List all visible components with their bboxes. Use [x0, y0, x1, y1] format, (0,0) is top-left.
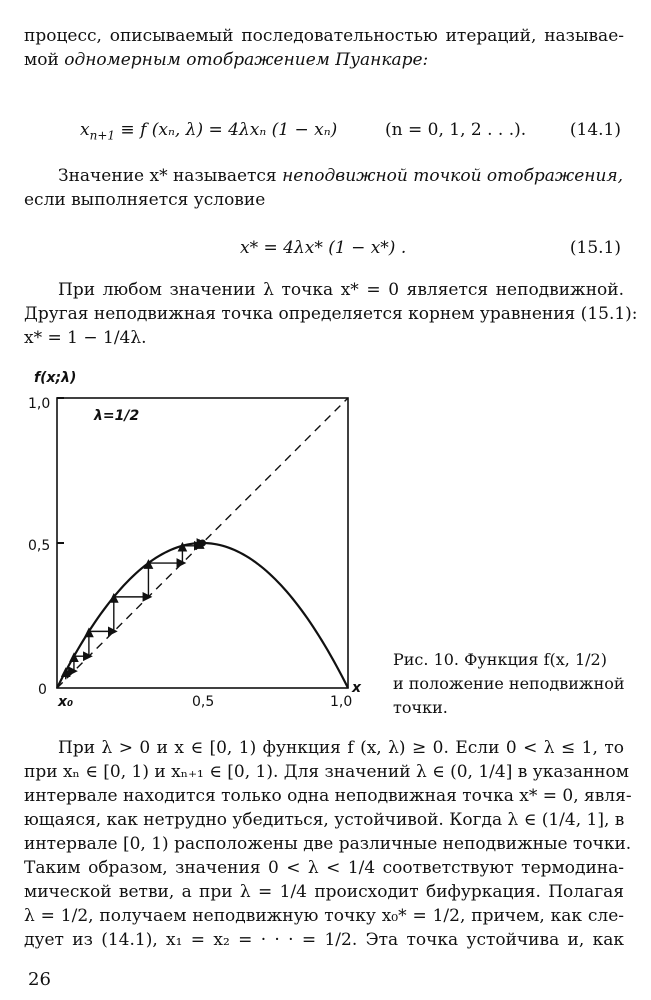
para2-line-1 [58, 164, 624, 188]
para2-line-2: если выполняется условие [24, 190, 266, 210]
caption-line-2: и положение неподвижной [393, 674, 625, 693]
body-line-8: λ = 1/2, получаем неподвижную точку x₀* = 1/2, причем, как сле- [24, 906, 624, 926]
body-line-6: Таким образом, значения 0 < λ < 1/4 соответствуют термодина- [24, 858, 624, 878]
caption-line-1: Рис. 10. Функция f(x, 1/2) [393, 650, 607, 669]
body-line-3: интервале находится только одна неподвижная точка x* = 0, явля- [24, 786, 632, 806]
para3-line-2: Другая неподвижная точка определяется корнем уравнения (15.1): [24, 304, 638, 324]
body-line-5: интервале [0, 1) расположены две различные неподвижные точки. [24, 834, 632, 854]
x-tick-1: 1,0 [330, 694, 353, 710]
series-parabola [57, 543, 348, 688]
eq14-lhs: x [80, 120, 90, 140]
text-line-1: процесс, описываемый последовательностью итераций, называе- [24, 26, 624, 46]
x-axis-label: x [352, 680, 362, 696]
y-tick-05: 0,5 [28, 538, 51, 554]
eq14-rhs: ≡ f (xₙ, λ) = 4λxₙ (1 − xₙ) [120, 120, 338, 140]
x0-label: x₀ [58, 694, 74, 710]
para3-line-1: При любом значении λ точка x* = 0 является неподвижной. [58, 280, 624, 300]
eq14-sub: n+1 [89, 128, 116, 143]
para3-line-3: x* = 1 − 1/4λ. [24, 328, 147, 348]
y-axis-label: f(x;λ) [34, 370, 77, 386]
body-line-7: мической ветви, а при λ = 1/4 происходит бифуркация. Полагая [24, 882, 624, 902]
text-line-2-start: мой [24, 50, 59, 70]
body-line-9: дует из (14.1), x₁ = x₂ = · · · = 1/2. Эта точка устойчива и, как [24, 930, 624, 950]
caption-line-3: точки. [393, 698, 448, 717]
body-line-1: При λ > 0 и x ∈ [0, 1) функция f (x, λ) ≥ 0. Если 0 < λ ≤ 1, то [58, 738, 624, 758]
y-tick-1: 1,0 [28, 396, 51, 412]
equation-14-1 [80, 118, 337, 147]
param-label: λ=1/2 [94, 408, 140, 424]
eq15-number: (15.1) [569, 238, 621, 258]
para2-start: Значение x* называется [58, 166, 277, 186]
equation-15-1: x* = 4λx* (1 − x*) . [240, 238, 407, 258]
term-poincare: одномерным отображением Пуанкаре: [64, 50, 429, 70]
plot-layer [57, 398, 348, 688]
x-tick-05: 0,5 [192, 694, 215, 710]
eq14-number: (14.1) [569, 120, 621, 140]
term-fixed-point: неподвижной точкой отображения, [282, 166, 624, 186]
origin-label: 0 [38, 682, 47, 698]
body-line-4: ющаяся, как нетрудно убедиться, устойчивой. Когда λ ∈ (1/4, 1], в [24, 810, 625, 830]
eq14-condition: (n = 0, 1, 2 . . .). [385, 120, 527, 140]
fixed-point-marker [199, 540, 206, 547]
body-line-2: при xₙ ∈ [0, 1) и xₙ₊₁ ∈ [0, 1). Для значений λ ∈ (0, 1/4] в указанном [24, 762, 630, 782]
page-number: 26 [28, 969, 51, 990]
text-line-2 [24, 48, 624, 72]
